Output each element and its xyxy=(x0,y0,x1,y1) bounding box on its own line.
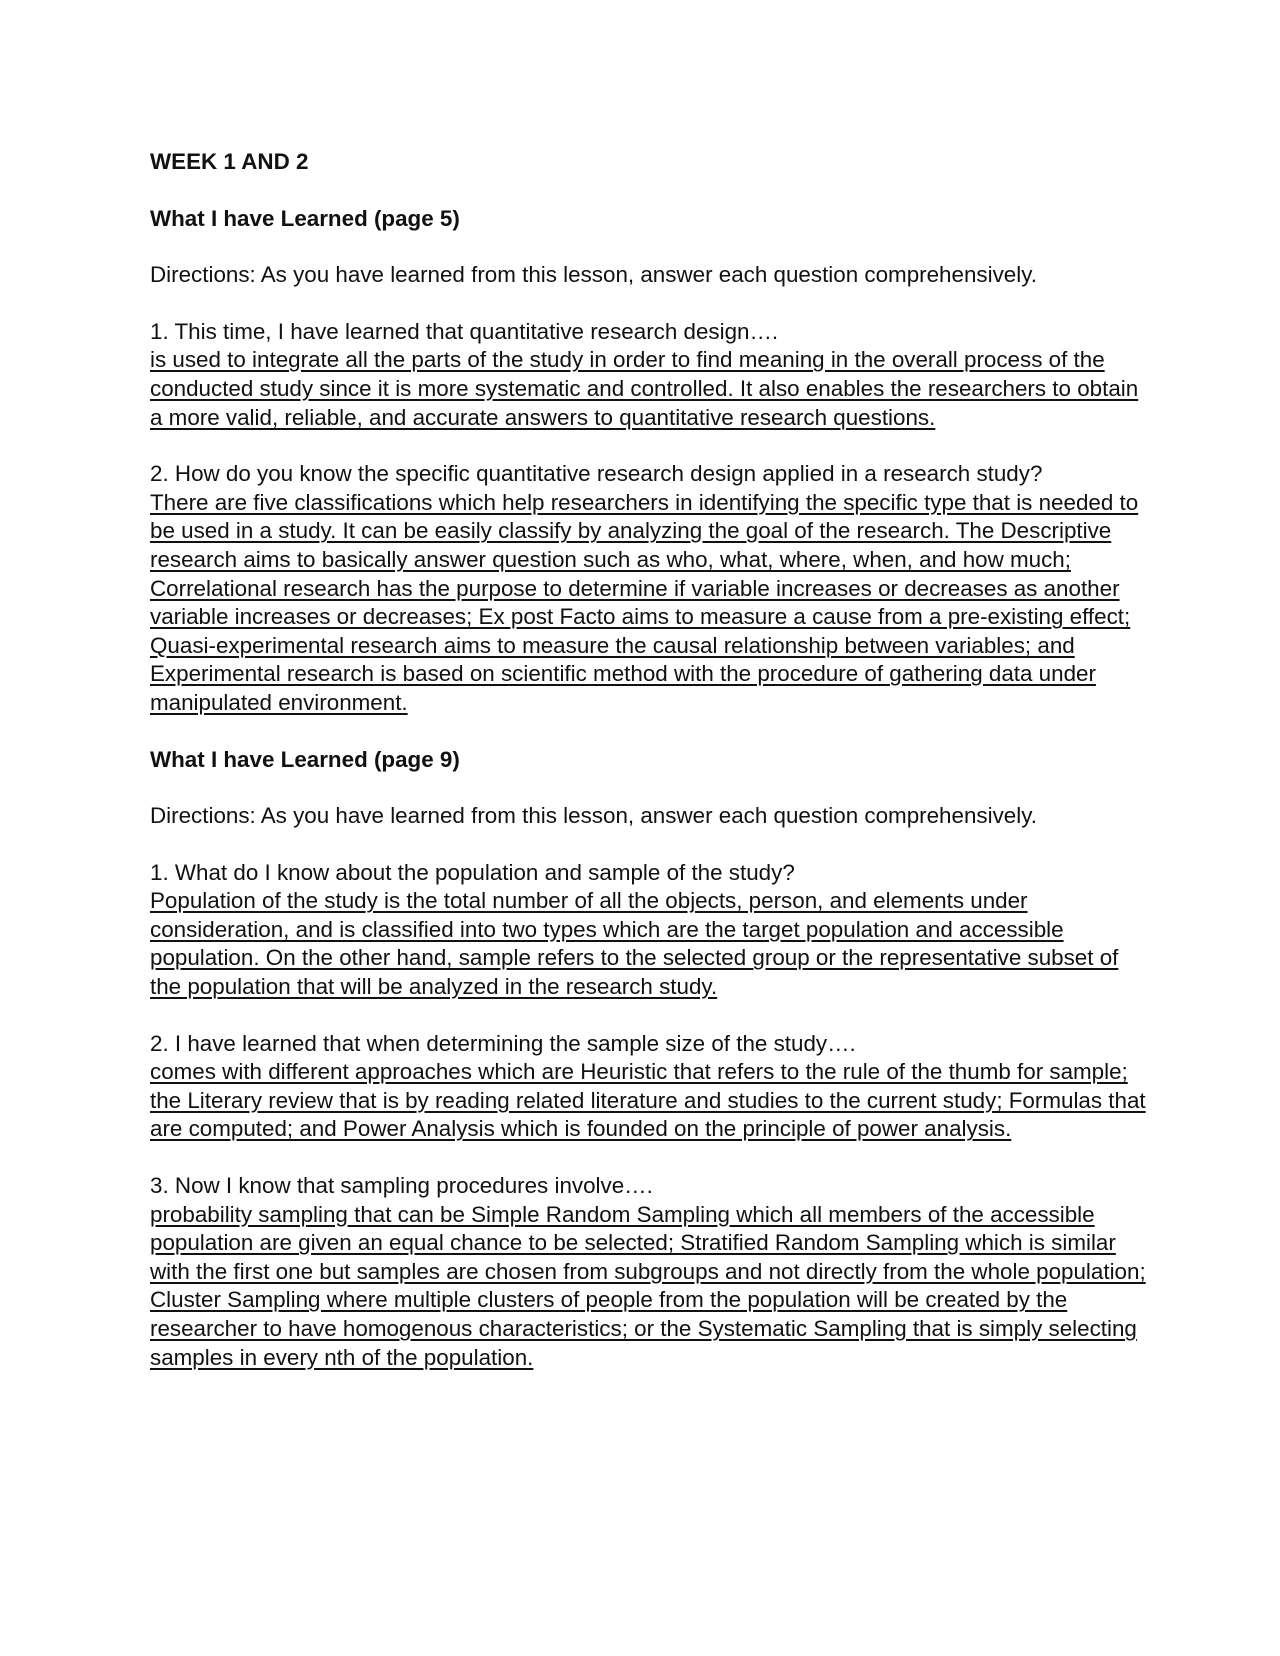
answer-text: There are five classifications which help researchers in identifying the specific type that is needed to be used in a study. It can be easily classify by analyzing the goal of the research. The Descriptive research aims to basically answer question such as who, what, where, when, and how much; Correlational research has the purpose to determine if variable increases or decreases as another variable increases or decreases; Ex post Facto aims to measure a cause from a pre-existing effect; Quasi-experimental research aims to measure the causal relationship between variables; and Experimental research is based on scientific method with the procedure of gathering data under manipulated environment. xyxy=(150,489,1139,715)
document-page xyxy=(150,148,1150,1400)
section-heading: What I have Learned (page 5) xyxy=(150,205,460,231)
answer-text: comes with different approaches which are Heuristic that refers to the rule of the thumb for sample; the Literary review that is by reading related literature and studies to the current study; Formulas that are computed; and Power Analysis which is founded on the principle of power analysis. xyxy=(150,1059,1146,1142)
question-block xyxy=(150,859,1150,1002)
question-text: 3. Now I know that sampling procedures involve…. xyxy=(150,1173,653,1199)
question-text: 2. I have learned that when determining the sample size of the study…. xyxy=(150,1030,856,1056)
document-title: WEEK 1 AND 2 xyxy=(150,149,309,174)
question-text: 2. How do you know the specific quantitative research design applied in a research study? xyxy=(150,461,1043,487)
section-page-9 xyxy=(150,746,1150,1373)
question-text: 1. This time, I have learned that quantitative research design…. xyxy=(150,318,779,344)
directions-text: Directions: As you have learned from this lesson, answer each question comprehensively. xyxy=(150,262,1037,288)
question-block xyxy=(150,1172,1150,1372)
question-block xyxy=(150,318,1150,432)
question-block xyxy=(150,1030,1150,1144)
section-page-5 xyxy=(150,205,1150,718)
question-text: 1. What do I know about the population and sample of the study? xyxy=(150,859,795,885)
answer-text: probability sampling that can be Simple Random Sampling which all members of the accessible population are given an equal chance to be selected; Stratified Random Sampling which is similar with the first one but samples are chosen from subgroups and not directly from the whole population; Cluster Sampling where multiple clusters of people from the population will be created by the researcher to have homogenous characteristics; or the Systematic Sampling that is simply selecting samples in every nth of the population. xyxy=(150,1201,1146,1370)
directions-text: Directions: As you have learned from this lesson, answer each question comprehensively. xyxy=(150,803,1037,829)
section-heading: What I have Learned (page 9) xyxy=(150,746,460,772)
answer-text: is used to integrate all the parts of the study in order to find meaning in the overall process of the conducted study since it is more systematic and controlled. It also enables the researchers to obtain a more valid, reliable, and accurate answers to quantitative research questions. xyxy=(150,347,1139,430)
answer-text: Population of the study is the total number of all the objects, person, and elements under consideration, and is classified into two types which are the target population and accessible population. On the other hand, sample refers to the selected group or the representative subset of the population that will be analyzed in the research study. xyxy=(150,888,1119,1000)
question-block xyxy=(150,460,1150,717)
